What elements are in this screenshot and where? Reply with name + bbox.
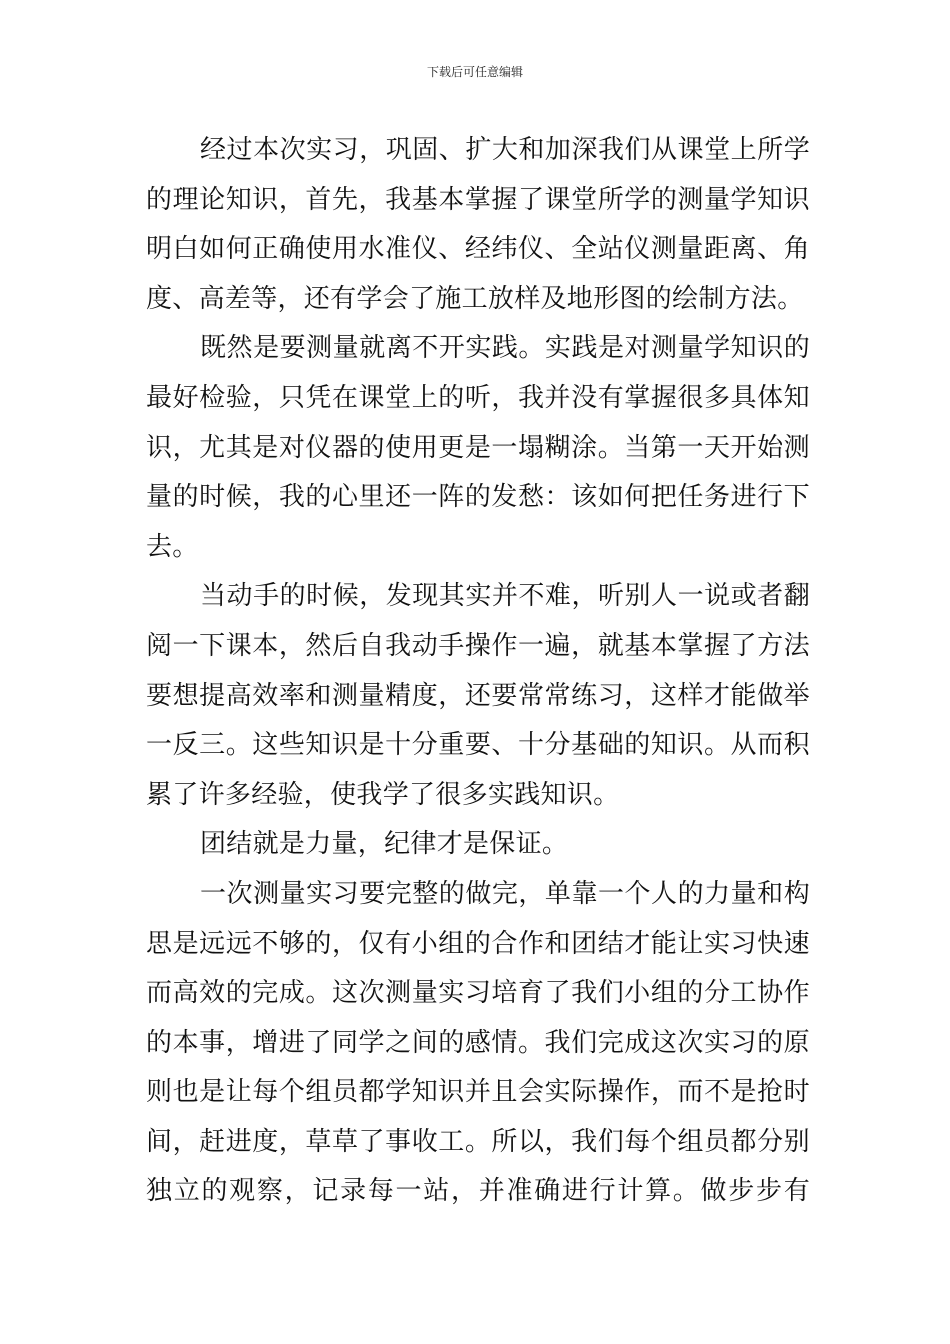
text-line: 的理论知识，首先，我基本掌握了课堂所学的测量学知识	[146, 184, 810, 215]
text-line: 要想提高效率和测量精度，还要常常练习，这样才能做举	[146, 680, 810, 711]
text-line: 既然是要测量就离不开实践。实践是对测量学知识的	[200, 333, 810, 364]
text-line: 思是远远不够的，仅有小组的合作和团结才能让实习快速	[146, 928, 810, 959]
text-line: 一反三。这些知识是十分重要、十分基础的知识。从而积	[146, 730, 810, 761]
text-line: 独立的观察，记录每一站，并准确进行计算。做步步有	[146, 1176, 810, 1207]
text-line: 明白如何正确使用水准仪、经纬仪、全站仪测量距离、角	[146, 234, 810, 265]
page-header: 下载后可任意编辑	[426, 65, 523, 79]
text-line: 一次测量实习要完整的做完，单靠一个人的力量和构	[200, 878, 810, 909]
text-line: 间，赶进度，草草了事收工。所以，我们每个组员都分别	[146, 1126, 810, 1157]
text-line: 团结就是力量，纪律才是保证。	[200, 829, 569, 860]
text-line: 识，尤其是对仪器的使用更是一塌糊涂。当第一天开始测	[146, 432, 810, 463]
document-body	[146, 126, 810, 1217]
text-line: 则也是让每个组员都学知识并且会实际操作，而不是抢时	[146, 1077, 810, 1108]
text-line: 去。	[146, 531, 199, 562]
text-line: 最好检验，只凭在课堂上的听，我并没有掌握很多具体知	[146, 382, 810, 413]
text-line: 的本事，增进了同学之间的感情。我们完成这次实习的原	[146, 1027, 810, 1058]
text-line: 累了许多经验，使我学了很多实践知识。	[146, 779, 620, 810]
text-line: 度、高差等，还有学会了施工放样及地形图的绘制方法。	[146, 283, 804, 314]
text-line: 阅一下课本，然后自我动手操作一遍，就基本掌握了方法	[146, 630, 810, 661]
text-line: 当动手的时候，发现其实并不难，听别人一说或者翻	[200, 581, 810, 612]
text-line: 而高效的完成。这次测量实习培育了我们小组的分工协作	[146, 978, 810, 1009]
text-line: 经过本次实习，巩固、扩大和加深我们从课堂上所学	[200, 135, 810, 165]
text-line: 量的时候，我的心里还一阵的发愁：该如何把任务进行下	[146, 482, 810, 513]
